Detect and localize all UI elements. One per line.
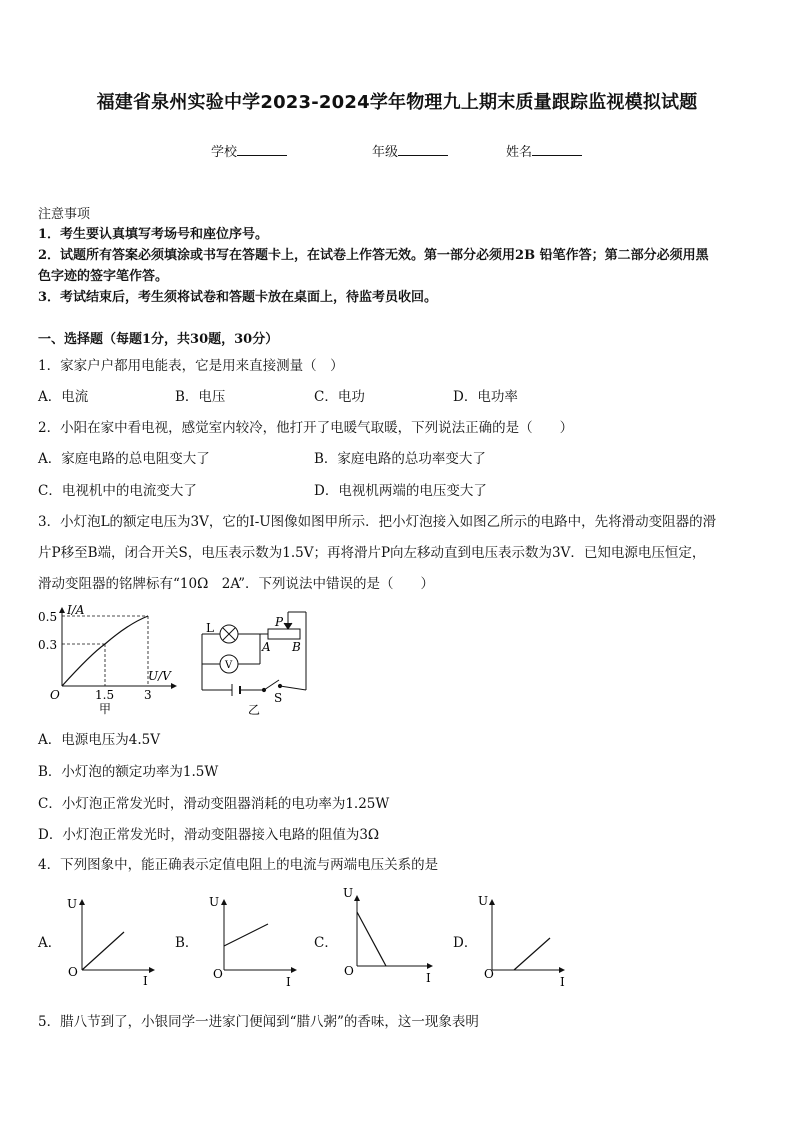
y-tick-label: 0.3 bbox=[38, 638, 58, 652]
notice-heading: 注意事项 bbox=[38, 207, 91, 222]
q5-stem: 5．腊八节到了，小银同学一进家门便闻到“腊八粥”的香味，这一现象表明 bbox=[38, 1014, 479, 1030]
y-axis-label: U bbox=[478, 894, 489, 908]
school-field[interactable] bbox=[211, 141, 287, 160]
origin-label: O bbox=[213, 967, 223, 981]
grade-label: 年级 bbox=[372, 145, 399, 160]
figure-caption: 乙 bbox=[248, 703, 261, 717]
q4-graph-b[interactable] bbox=[204, 890, 304, 990]
graph-line bbox=[224, 924, 268, 946]
notice-item: 1．考生要认真填写考场号和座位序号。 bbox=[38, 227, 269, 242]
q2-stem: 2．小阳在家中看电视，感觉室内较冷，他打开了电暖气取暖，下列说法正确的是（ ） bbox=[38, 420, 574, 436]
graph-line bbox=[82, 932, 124, 970]
q4-option-a[interactable]: A． bbox=[38, 935, 62, 951]
q3-stem-line: 3．小灯泡L的额定电压为3V，它的I-U图像如图甲所示．把小灯泡接入如图乙所示的电路中，先将滑动变阻器的滑 bbox=[38, 514, 717, 530]
q2-option-a[interactable]: A．家庭电路的总电阻变大了 bbox=[38, 451, 210, 467]
name-label: 姓名 bbox=[506, 145, 533, 160]
q3-stem-line: 滑动变阻器的铭牌标有“10Ω 2A”．下列说法中错误的是（ ） bbox=[38, 576, 435, 592]
origin-label: O bbox=[50, 688, 60, 702]
y-axis-label: U bbox=[343, 886, 354, 900]
x-axis-label: U/V bbox=[148, 669, 171, 683]
x-tick-label: 3 bbox=[144, 688, 152, 702]
lamp-label: L bbox=[206, 621, 214, 635]
q1-option-a[interactable]: A．电流 bbox=[38, 389, 89, 405]
page-title: 福建省泉州实验中学2023-2024学年物理九上期末质量跟踪监视模拟试题 bbox=[96, 92, 698, 113]
q2-option-d[interactable]: D．电视机两端的电压变大了 bbox=[314, 483, 487, 499]
q2-option-b[interactable]: B．家庭电路的总功率变大了 bbox=[314, 451, 486, 467]
q1-option-d[interactable]: D．电功率 bbox=[453, 389, 518, 405]
grade-field[interactable] bbox=[372, 141, 448, 160]
x-axis-label: I bbox=[286, 975, 291, 989]
switch-icon bbox=[264, 680, 279, 690]
rheostat-icon bbox=[268, 629, 300, 639]
q3-option-b[interactable]: B．小灯泡的额定功率为1.5W bbox=[38, 764, 219, 780]
q2-option-c[interactable]: C．电视机中的电流变大了 bbox=[38, 483, 197, 499]
y-tick-label: 0.5 bbox=[38, 610, 58, 624]
origin-label: O bbox=[344, 964, 354, 978]
q4-stem: 4．下列图象中，能正确表示定值电阻上的电流与两端电压关系的是 bbox=[38, 857, 439, 873]
q4-option-d[interactable]: D． bbox=[453, 935, 478, 951]
q3-figure-yi bbox=[196, 606, 320, 718]
name-blank[interactable] bbox=[532, 143, 582, 156]
notice-item: 2．试题所有答案必须填涂或书写在答题卡上，在试卷上作答无效。第一部分必须用2B 铅笔作答；第二部分必须用黑 bbox=[38, 248, 709, 263]
q1-option-c[interactable]: C．电功 bbox=[314, 389, 365, 405]
grade-blank[interactable] bbox=[398, 143, 448, 156]
q4-graph-a[interactable] bbox=[62, 890, 162, 990]
figure-caption: 甲 bbox=[99, 702, 112, 716]
q1-stem: 1．家家户户都用电能表，它是用来直接测量（ ） bbox=[38, 358, 344, 374]
q3-option-a[interactable]: A．电源电压为4.5V bbox=[38, 732, 160, 748]
x-axis-label: I bbox=[560, 975, 565, 989]
q4-graph-d[interactable] bbox=[472, 890, 572, 990]
switch-label: S bbox=[274, 691, 283, 705]
school-label: 学校 bbox=[211, 145, 238, 160]
section-heading: 一、选择题（每题1分，共30题，30分） bbox=[38, 332, 279, 347]
x-tick-label: 1.5 bbox=[95, 688, 115, 702]
end-b-label: B bbox=[292, 640, 301, 654]
notice-item: 3．考试结束后，考生须将试卷和答题卡放在桌面上，待监考员收回。 bbox=[38, 290, 438, 305]
origin-label: O bbox=[68, 965, 78, 979]
q3-option-d[interactable]: D．小灯泡正常发光时，滑动变阻器接入电路的阻值为3Ω bbox=[38, 827, 380, 843]
graph-line bbox=[357, 912, 386, 966]
x-axis-label: I bbox=[426, 971, 431, 984]
q4-option-b[interactable]: B． bbox=[175, 935, 199, 951]
q1-option-b[interactable]: B．电压 bbox=[175, 389, 226, 405]
q3-option-c[interactable]: C．小灯泡正常发光时，滑动变阻器消耗的电功率为1.25W bbox=[38, 796, 390, 812]
q4-graph-c[interactable] bbox=[340, 884, 440, 984]
y-axis-label: I/A bbox=[67, 603, 85, 617]
q4-option-c[interactable]: C． bbox=[314, 935, 338, 951]
voltmeter-label: V bbox=[225, 660, 233, 671]
end-a-label: A bbox=[262, 640, 271, 654]
notice-item: 色字迹的签字笔作答。 bbox=[38, 269, 169, 284]
slider-label: P bbox=[275, 615, 284, 629]
graph-line bbox=[514, 938, 550, 970]
q3-figure-jia bbox=[36, 602, 186, 718]
y-axis-label: U bbox=[209, 895, 220, 909]
y-axis-label: U bbox=[67, 897, 78, 911]
q3-stem-line: 片P移至B端，闭合开关S，电压表示数为1.5V；再将滑片P向左移动直到电压表示数为3V．已知电源电压恒定， bbox=[38, 545, 706, 561]
school-blank[interactable] bbox=[237, 143, 287, 156]
x-axis-label: I bbox=[143, 974, 148, 988]
name-field[interactable] bbox=[506, 141, 582, 160]
origin-label: O bbox=[484, 967, 494, 981]
